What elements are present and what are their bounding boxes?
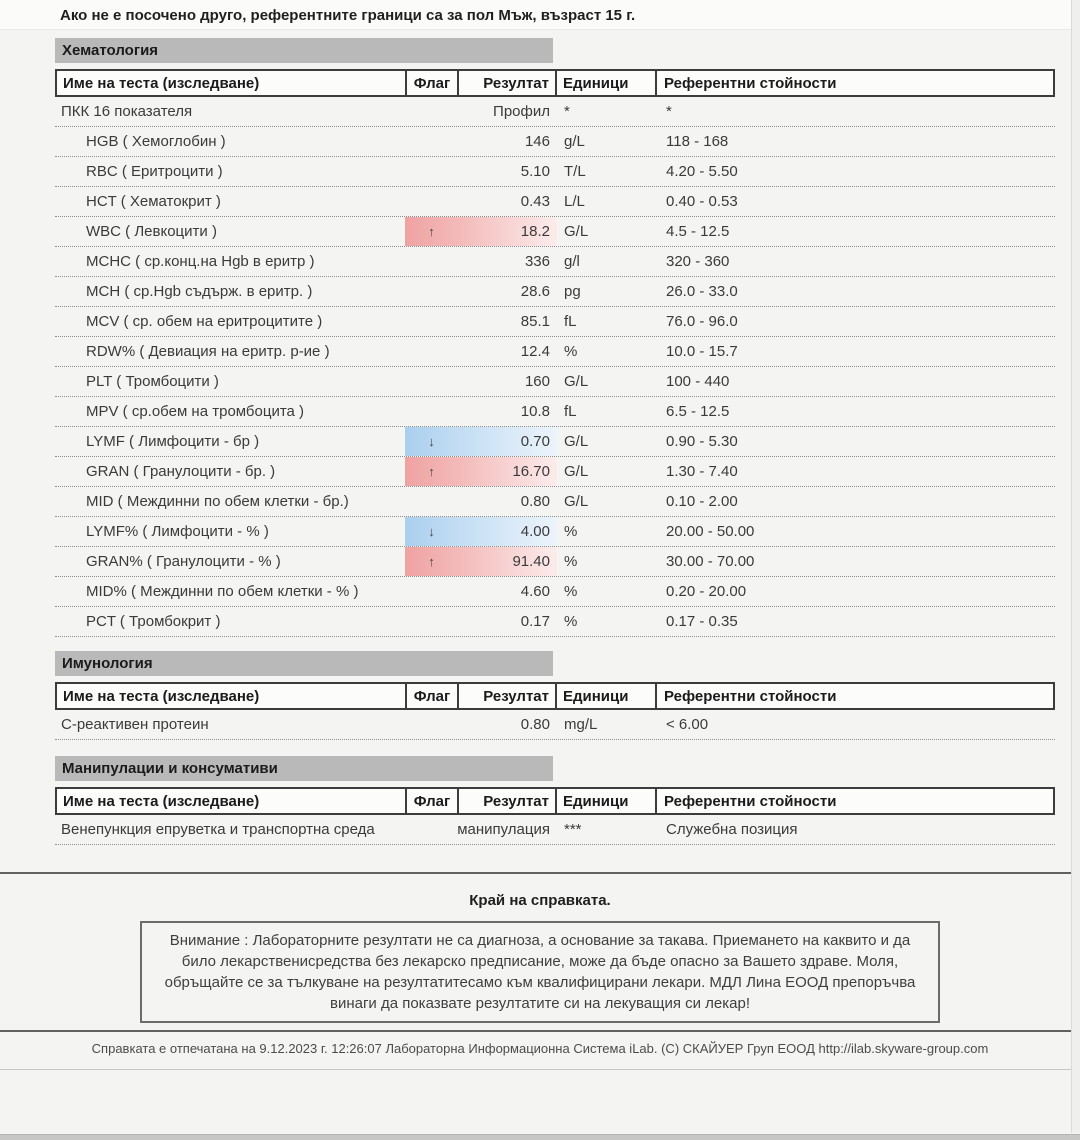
reference-cell: 4.5 - 12.5 xyxy=(666,223,730,240)
table-row xyxy=(55,247,1055,277)
reference-cell: 100 - 440 xyxy=(666,373,730,390)
flag-cell xyxy=(405,815,458,844)
result-cell: 0.80 xyxy=(520,716,550,733)
section-title-hematology: Хематология xyxy=(55,38,553,63)
flag-cell: ↑ xyxy=(405,457,458,486)
test-name: MID% ( Междинни по обем клетки - % ) xyxy=(86,583,359,600)
column-header-result: Резултат xyxy=(457,789,555,813)
table-row xyxy=(55,487,1055,517)
units-cell: *** xyxy=(564,821,582,838)
flag-cell: ↑ xyxy=(405,547,458,576)
column-header-flag: Флаг xyxy=(405,71,457,95)
table-row xyxy=(55,157,1055,187)
units-cell: % xyxy=(564,523,578,540)
column-header-units: Единици xyxy=(555,684,655,708)
column-header-units: Единици xyxy=(555,71,655,95)
test-name: MCHC ( ср.конц.на Hgb в еритр ) xyxy=(86,253,315,270)
test-name: Венепункция епруветка и транспортна среда xyxy=(61,821,375,838)
units-cell: * xyxy=(564,103,570,120)
test-name: GRAN ( Гранулоцити - бр. ) xyxy=(86,463,276,480)
units-cell: G/L xyxy=(564,463,589,480)
table-row xyxy=(55,457,1055,487)
test-name: С-реактивен протеин xyxy=(61,716,209,733)
page-right-edge xyxy=(1071,0,1080,1133)
units-cell: mg/L xyxy=(564,716,598,733)
reference-cell: 118 - 168 xyxy=(666,133,729,150)
test-name: HGB ( Хемоглобин ) xyxy=(86,133,226,150)
table-header-row xyxy=(55,787,1055,815)
reference-cell: 10.0 - 15.7 xyxy=(666,343,738,360)
flag-cell: ↑ xyxy=(405,217,458,246)
result-cell: 146 xyxy=(524,133,550,150)
column-header-flag: Флаг xyxy=(405,684,457,708)
page-header-strip xyxy=(0,0,1080,30)
units-cell: % xyxy=(564,343,578,360)
flag-cell xyxy=(405,607,458,636)
column-header-test-name: Име на теста (изследване) xyxy=(63,74,260,92)
result-cell: 12.4 xyxy=(520,343,550,360)
column-header-reference: Референтни стойности xyxy=(655,71,1053,95)
column-header-reference: Референтни стойности xyxy=(655,684,1053,708)
flag-cell xyxy=(405,307,458,336)
flag-cell xyxy=(405,710,458,739)
table-header-row xyxy=(55,682,1055,710)
result-cell: 5.10 xyxy=(520,163,550,180)
flag-cell xyxy=(405,277,458,306)
test-name: GRAN% ( Гранулоцити - % ) xyxy=(86,553,281,570)
units-cell: pg xyxy=(564,283,581,300)
units-cell: fL xyxy=(564,403,577,420)
bottom-page-edge xyxy=(0,1134,1080,1140)
flag-cell xyxy=(405,487,458,516)
units-cell: fL xyxy=(564,313,577,330)
test-name: PLT ( Тромбоцити ) xyxy=(86,373,219,390)
test-name: LYMF ( Лимфоцити - бр ) xyxy=(86,433,260,450)
report-end-divider xyxy=(0,872,1080,874)
table-row xyxy=(55,577,1055,607)
table-row xyxy=(55,337,1055,367)
table-row xyxy=(55,427,1055,457)
test-name: WBC ( Левкоцити ) xyxy=(86,223,217,240)
warning-box xyxy=(140,921,940,1023)
result-cell: 91.40 xyxy=(458,547,557,576)
footer-bottom-divider xyxy=(0,1069,1080,1070)
section-hematology xyxy=(55,38,1055,637)
column-header-result: Резултат xyxy=(457,71,555,95)
result-cell: 18.2 xyxy=(458,217,557,246)
units-cell: L/L xyxy=(564,193,585,210)
test-name: PCT ( Тромбокрит ) xyxy=(86,613,221,630)
end-of-report-note: Край на справката. xyxy=(469,892,611,909)
section-immunology xyxy=(55,651,1055,740)
reference-cell: 76.0 - 96.0 xyxy=(666,313,738,330)
section-title-immunology: Имунология xyxy=(55,651,553,676)
reference-cell: 26.0 - 33.0 xyxy=(666,283,738,300)
flag-cell xyxy=(405,97,458,126)
result-cell: 85.1 xyxy=(520,313,550,330)
reference-cell: 0.40 - 0.53 xyxy=(666,193,738,210)
units-cell: G/L xyxy=(564,373,589,390)
result-cell: 4.60 xyxy=(520,583,550,600)
units-cell: T/L xyxy=(564,163,586,180)
flag-cell xyxy=(405,187,458,216)
flag-cell: ↓ xyxy=(405,427,458,456)
result-cell: 4.00 xyxy=(458,517,557,546)
test-name: MID ( Междинни по обем клетки - бр.) xyxy=(86,493,349,510)
test-name: MCH ( ср.Hgb съдърж. в еритр. ) xyxy=(86,283,313,300)
flag-cell xyxy=(405,577,458,606)
table-header-row xyxy=(55,69,1055,97)
column-header-units: Единици xyxy=(555,789,655,813)
result-cell: 10.8 xyxy=(520,403,550,420)
units-cell: % xyxy=(564,553,578,570)
table-row xyxy=(55,547,1055,577)
reference-cell: < 6.00 xyxy=(666,716,709,733)
section-manipulations xyxy=(55,756,1055,845)
result-cell: 0.43 xyxy=(520,193,550,210)
reference-cell: 0.10 - 2.00 xyxy=(666,493,738,510)
table-row xyxy=(55,187,1055,217)
table-body xyxy=(55,97,1055,637)
flag-cell xyxy=(405,397,458,426)
report-body xyxy=(55,38,1055,845)
test-name: HCT ( Хематокрит ) xyxy=(86,193,221,210)
reference-cell: 30.00 - 70.00 xyxy=(666,553,755,570)
result-cell: манипулация xyxy=(457,821,550,838)
table-row xyxy=(55,127,1055,157)
table-row xyxy=(55,517,1055,547)
reference-cell: Служебна позиция xyxy=(666,821,798,838)
table-row xyxy=(55,307,1055,337)
table-row xyxy=(55,815,1055,845)
test-name: RBC ( Еритроцити ) xyxy=(86,163,223,180)
units-cell: G/L xyxy=(564,223,589,240)
table-row xyxy=(55,397,1055,427)
test-name: MPV ( ср.обем на тромбоцита ) xyxy=(86,403,305,420)
flag-cell xyxy=(405,247,458,276)
result-cell: 0.17 xyxy=(520,613,550,630)
table-body xyxy=(55,815,1055,845)
table-row xyxy=(55,710,1055,740)
result-cell: 0.80 xyxy=(520,493,550,510)
column-header-test-name: Име на теста (изследване) xyxy=(63,687,260,705)
section-title-manipulations: Манипулации и консумативи xyxy=(55,756,553,781)
test-name: RDW% ( Девиация на еритр. р-ие ) xyxy=(86,343,330,360)
reference-cell: 20.00 - 50.00 xyxy=(666,523,755,540)
units-cell: % xyxy=(564,613,578,630)
table-row xyxy=(55,607,1055,637)
table-row xyxy=(55,277,1055,307)
test-name: MCV ( ср. обем на еритроцитите ) xyxy=(86,313,323,330)
table-body xyxy=(55,710,1055,740)
reference-note: Ако не е посочено друго, референтните граници са за пол Мъж, възраст 15 г. xyxy=(60,7,636,24)
reference-cell: 0.90 - 5.30 xyxy=(666,433,738,450)
reference-cell: 4.20 - 5.50 xyxy=(666,163,738,180)
flag-cell xyxy=(405,367,458,396)
column-header-result: Резултат xyxy=(457,684,555,708)
reference-cell: 1.30 - 7.40 xyxy=(666,463,738,480)
reference-cell: 0.17 - 0.35 xyxy=(666,613,738,630)
test-name: ПКК 16 показателя xyxy=(61,103,193,120)
units-cell: g/l xyxy=(564,253,580,270)
test-name: LYMF% ( Лимфоцити - % ) xyxy=(86,523,269,540)
warning-text: Внимание : Лабораторните резултати не са диагноза, а основание за такава. Приемането на каквито и да било лекарственисредства без лекарско предписание, може да бъде опасно за Вашето здраве. Моля, обръщайте се за тълкуване на резултатитесамо към квалифицирани лекари. МДЛ Лина ЕООД препоръчва винаги да показвате резултатите си на лекуващия си лекар! xyxy=(164,932,916,1012)
flag-cell xyxy=(405,157,458,186)
result-cell: 0.70 xyxy=(458,427,557,456)
result-cell: 336 xyxy=(524,253,550,270)
reference-cell: 6.5 - 12.5 xyxy=(666,403,730,420)
result-cell: 28.6 xyxy=(520,283,550,300)
result-cell: Профил xyxy=(493,103,550,120)
flag-cell: ↓ xyxy=(405,517,458,546)
reference-cell: 0.20 - 20.00 xyxy=(666,583,747,600)
table-row xyxy=(55,367,1055,397)
print-info: Справката е отпечатана на 9.12.2023 г. 12:26:07 Лабораторна Информационна Система iLab. (С) СКАЙУЕР Груп ЕООД http://ilab.skyware-group.com xyxy=(91,1041,989,1056)
result-cell: 160 xyxy=(524,373,550,390)
table-row xyxy=(55,217,1055,247)
column-header-reference: Референтни стойности xyxy=(655,789,1053,813)
table-row xyxy=(55,97,1055,127)
units-cell: g/L xyxy=(564,133,585,150)
reference-cell: 320 - 360 xyxy=(666,253,730,270)
units-cell: G/L xyxy=(564,493,589,510)
flag-cell xyxy=(405,127,458,156)
reference-cell: * xyxy=(666,103,672,120)
result-cell: 16.70 xyxy=(458,457,557,486)
column-header-test-name: Име на теста (изследване) xyxy=(63,792,260,810)
units-cell: % xyxy=(564,583,578,600)
flag-cell xyxy=(405,337,458,366)
column-header-flag: Флаг xyxy=(405,789,457,813)
units-cell: G/L xyxy=(564,433,589,450)
